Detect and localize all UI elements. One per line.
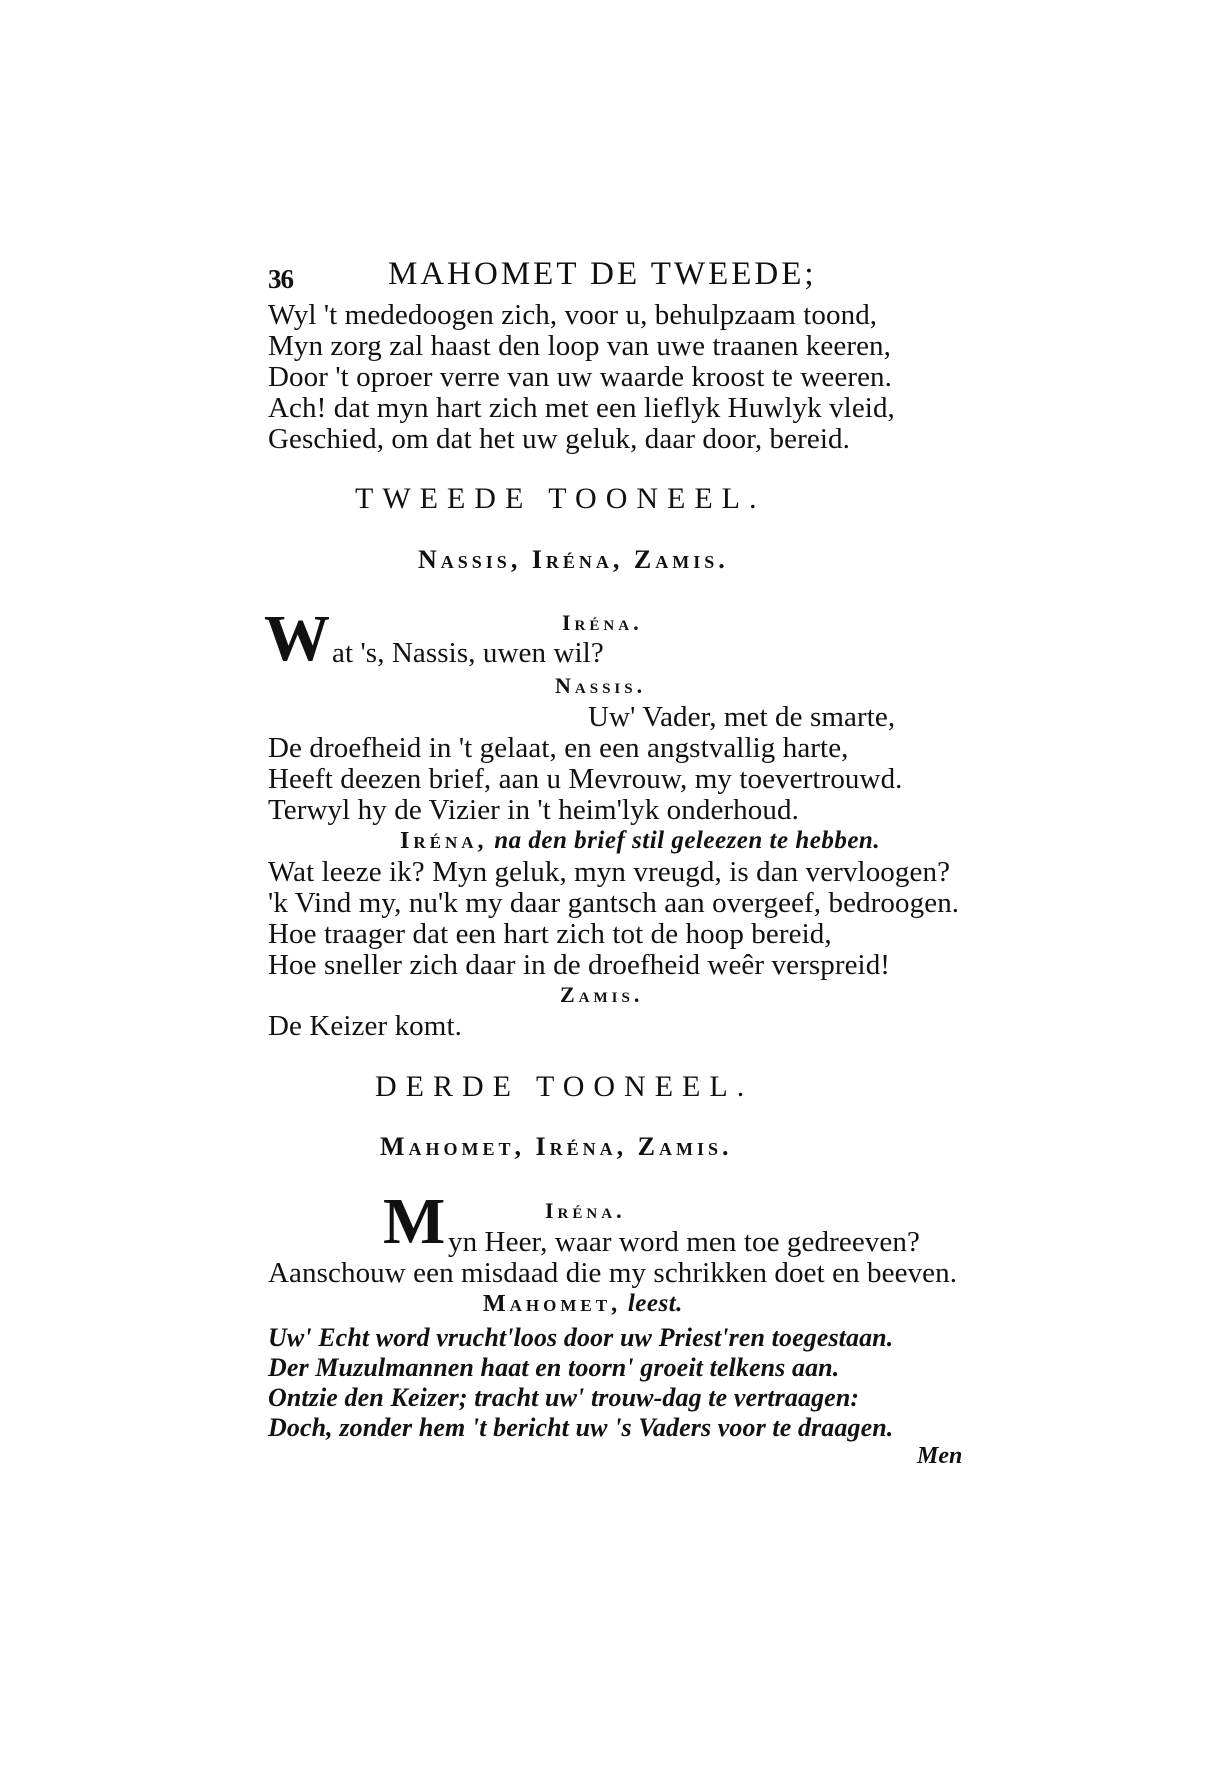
running-title: MAHOMET DE TWEEDE; xyxy=(388,256,817,292)
letter-line: Doch, zonder hem 't bericht uw 's Vaders voor te draagen. xyxy=(268,1413,894,1442)
letter-line: Uw' Echt word vrucht'loos door uw Priest'ren toegestaan. xyxy=(268,1323,894,1352)
speaker-name: Iréna. xyxy=(545,1198,626,1223)
speaker-name: Iréna, xyxy=(400,828,488,854)
letter-line: Der Muzulmannen haat en toorn' groeit telkens aan. xyxy=(268,1353,840,1382)
verse-line: 'k Vind my, nu'k my daar gantsch aan overgeef, bedroogen. xyxy=(268,887,960,919)
verse-line: Ach! dat myn hart zich met een lieflyk Huwlyk vleid, xyxy=(268,392,895,424)
verse-line: Geschied, om dat het uw geluk, daar door, bereid. xyxy=(268,423,850,455)
cast-list: Nassis, Iréna, Zamis. xyxy=(418,545,729,574)
stage-direction-line xyxy=(483,1290,683,1318)
drop-cap: M xyxy=(383,1185,446,1258)
letter-line: Ontzie den Keizer; tracht uw' trouw-dag te vertraagen: xyxy=(268,1383,860,1412)
verse-line: Door 't oproer verre van uw waarde kroost te weeren. xyxy=(268,361,892,393)
speaker-name: Iréna. xyxy=(562,610,643,635)
verse-line: Aanschouw een misdaad die my schrikken doet en beeven. xyxy=(268,1257,958,1289)
verse-line: De Keizer komt. xyxy=(268,1010,462,1042)
verse-line: Wat leeze ik? Myn geluk, myn vreugd, is dan vervloogen? xyxy=(268,856,951,888)
verse-line: De droefheid in 't gelaat, en een angstvallig harte, xyxy=(268,732,849,764)
verse-line: Hoe sneller zich daar in de droefheid weêr verspreid! xyxy=(268,949,891,981)
verse-line: Terwyl hy de Vizier in 't heim'lyk onderhoud. xyxy=(268,794,799,826)
stage-direction: leest. xyxy=(627,1290,683,1317)
scene-heading: DERDE TOONEEL. xyxy=(375,1070,754,1103)
page-number: 36 xyxy=(268,264,293,294)
stage-direction: na den brief stil geleezen te hebben. xyxy=(494,827,881,854)
verse-line: Uw' Vader, met de smarte, xyxy=(588,701,896,733)
verse-line: Myn zorg zal haast den loop van uwe traanen keeren, xyxy=(268,330,891,362)
speaker-name: Zamis. xyxy=(560,982,644,1007)
verse-line: Hoe traager dat een hart zich tot de hoop bereid, xyxy=(268,918,832,950)
scene-heading: TWEEDE TOONEEL. xyxy=(355,482,766,515)
verse-line: at 's, Nassis, uwen wil? xyxy=(332,637,604,669)
speaker-name: Mahomet, xyxy=(483,1291,622,1317)
stage-direction-line xyxy=(400,827,880,855)
verse-line: Wyl 't mededoogen zich, voor u, behulpzaam toond, xyxy=(268,299,878,331)
catchword: Men xyxy=(917,1443,963,1469)
verse-line: Heeft deezen brief, aan u Mevrouw, my toevertrouwd. xyxy=(268,763,903,795)
cast-list: Mahomet, Iréna, Zamis. xyxy=(380,1132,733,1161)
drop-cap: W xyxy=(264,602,330,675)
speaker-name: Nassis. xyxy=(555,673,647,698)
verse-line: yn Heer, waar word men toe gedreeven? xyxy=(448,1226,920,1258)
